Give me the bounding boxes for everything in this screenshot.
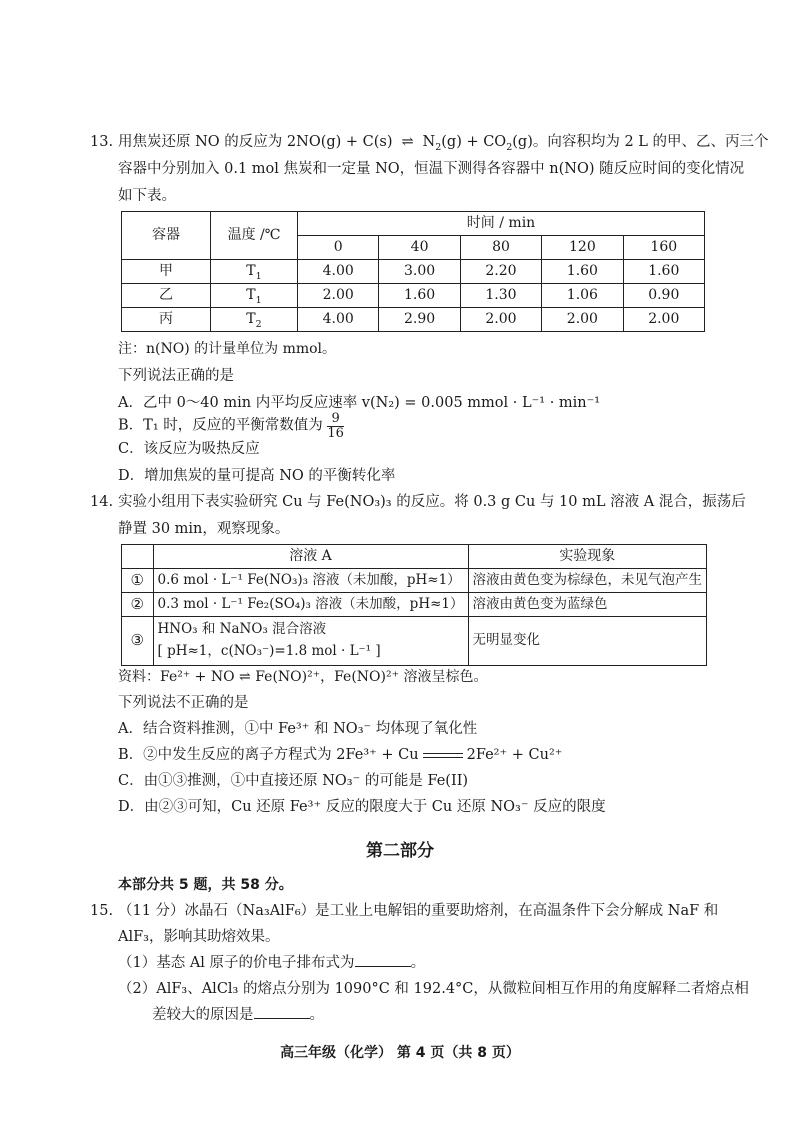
equilibrium-arrow-icon: ⇌ — [401, 134, 414, 150]
cell: 2.00 — [460, 308, 541, 332]
row-temp — [211, 284, 298, 308]
cell: 2.00 — [298, 284, 379, 308]
equals-sign-icon — [423, 753, 463, 758]
q13-option-b-text: B．T₁ 时，反应的平衡常数值为 — [118, 417, 323, 434]
cell: 1.30 — [460, 284, 541, 308]
answer-blank[interactable] — [355, 954, 411, 967]
q14-option-b-post: 2Fe²⁺ + Cu²⁺ — [466, 747, 563, 763]
fraction-denominator: 16 — [327, 425, 344, 441]
q14-line1: 实验小组用下表实验研究 Cu 与 Fe(NO₃)₃ 的反应。将 0.3 g Cu 与 10 mL 溶液 A 混合，振荡后 — [118, 494, 746, 510]
cell: 1.60 — [379, 284, 460, 308]
q14-number: 14. — [90, 494, 114, 510]
cell: 2.20 — [460, 260, 541, 284]
q13-line2: 容器中分别加入 0.1 mol 焦炭和一定量 NO，恒温下测得各容器中 n(NO) 随反应时间的变化情况 — [118, 161, 745, 177]
cell: 2.90 — [379, 308, 460, 332]
table-row — [122, 260, 705, 284]
cell: 1.60 — [542, 260, 623, 284]
table-row — [122, 569, 707, 593]
q14-option-b-pre: B．②中发生反应的离子方程式为 2Fe³⁺ + Cu — [118, 747, 419, 763]
row-temp-sub: 1 — [255, 271, 262, 283]
q15-sub1-text: （1）基态 Al 原子的价电子排布式为 — [118, 955, 355, 971]
cell: 2.00 — [542, 308, 623, 332]
q13-prompt: 下列说法正确的是 — [118, 368, 234, 384]
q15-number: 15. — [90, 903, 114, 919]
row-phenomenon: 无明显变化 — [468, 617, 707, 666]
row-temp-sub: 1 — [255, 295, 262, 307]
q15-sub2-line1: （2）AlF₃、AlCl₃ 的熔点分别为 1090°C 和 192.4°C，从微粒间相互作用的角度解释二者熔点相 — [118, 981, 749, 997]
cell: 1.06 — [542, 284, 623, 308]
cell: 4.00 — [298, 260, 379, 284]
cell: 3.00 — [379, 260, 460, 284]
q15-sub1 — [118, 954, 425, 973]
answer-blank[interactable] — [254, 1006, 310, 1019]
q15-line1: （11 分）冰晶石（Na₃AlF₆）是工业上电解铝的重要助熔剂，在高温条件下会分解成 NaF 和 — [118, 903, 719, 919]
q13-line1b: N — [422, 134, 436, 150]
row-solution-line2: [ pH≈1，c(NO₃⁻)=1.8 mol · L⁻¹ ] — [157, 643, 381, 659]
table-row — [122, 308, 705, 332]
cell: 4.00 — [298, 308, 379, 332]
th-time-0: 0 — [298, 236, 379, 260]
q13-option-d: D．增加焦炭的量可提高 NO 的平衡转化率 — [118, 468, 396, 484]
q13-option-a: A．乙中 0～40 min 内平均反应速率 v(N₂) = 0.005 mmol · L⁻¹ · min⁻¹ — [118, 395, 601, 411]
row-name: 甲 — [122, 260, 211, 284]
q13-line3: 如下表。 — [118, 188, 176, 204]
q15-sub1-end: 。 — [410, 955, 426, 971]
table-row — [122, 617, 707, 666]
q14-resource: 资料：Fe²⁺ + NO ⇌ Fe(NO)²⁺，Fe(NO)²⁺ 溶液呈棕色。 — [118, 669, 488, 685]
row-name: 乙 — [122, 284, 211, 308]
q14-option-c: C．由①③推测，①中直接还原 NO₃⁻ 的可能是 Fe(II) — [118, 773, 469, 789]
row-solution — [153, 617, 468, 666]
th-phenomenon: 实验现象 — [468, 545, 707, 569]
q15-sub2-line2 — [152, 1006, 324, 1025]
row-phenomenon: 溶液由黄色变为棕绿色，未见气泡产生 — [468, 569, 707, 593]
row-solution-line1: HNO₃ 和 NaNO₃ 混合溶液 — [157, 621, 327, 638]
page-footer: 高三年级（化学） 第 4 页（共 8 页） — [280, 1045, 520, 1061]
row-temp-sub: 2 — [255, 319, 262, 331]
part2-subtitle: 本部分共 5 题，共 58 分。 — [118, 877, 293, 893]
q13-line1 — [118, 133, 769, 152]
row-name: 丙 — [122, 308, 211, 332]
q13-sub-co2: 2 — [506, 141, 513, 153]
row-temp-t: T — [246, 263, 256, 280]
row-index: ③ — [122, 617, 154, 666]
row-temp — [211, 260, 298, 284]
th-time-4: 160 — [623, 236, 704, 260]
q15-sub2-end: 。 — [309, 1007, 324, 1023]
row-index: ① — [122, 569, 154, 593]
th-time-1: 40 — [379, 236, 460, 260]
q14-prompt: 下列说法不正确的是 — [118, 695, 249, 711]
q13-option-b — [118, 412, 344, 440]
th-index — [122, 545, 154, 569]
row-solution: 0.6 mol · L⁻¹ Fe(NO₃)₃ 溶液（未加酸，pH≈1） — [153, 569, 468, 593]
q13-table — [121, 211, 705, 332]
th-time-3: 120 — [542, 236, 623, 260]
q13-line1c: (g) + CO — [441, 134, 507, 150]
q13-note: 注：n(NO) 的计量单位为 mmol。 — [118, 341, 337, 357]
row-index: ② — [122, 593, 154, 617]
q15-line2: AlF₃，影响其助熔效果。 — [118, 929, 280, 945]
q15-sub2-text: 差较大的原因是 — [152, 1007, 254, 1023]
th-time-2: 80 — [460, 236, 541, 260]
q13-line1d: (g)。向容积均为 2 L 的甲、乙、丙三个 — [512, 134, 769, 150]
fraction — [327, 412, 344, 440]
q14-option-d: D．由②③可知，Cu 还原 Fe³⁺ 反应的限度大于 Cu 还原 NO₃⁻ 反应的限度 — [118, 799, 606, 815]
q13-number: 13. — [90, 134, 114, 150]
table-row — [122, 284, 705, 308]
cell: 2.00 — [623, 308, 704, 332]
th-temp: 温度 /℃ — [211, 212, 298, 260]
row-temp — [211, 308, 298, 332]
fraction-numerator: 9 — [327, 412, 344, 427]
th-solution: 溶液 A — [153, 545, 468, 569]
part2-title: 第二部分 — [366, 841, 434, 861]
cell: 0.90 — [623, 284, 704, 308]
row-solution: 0.3 mol · L⁻¹ Fe₂(SO₄)₃ 溶液（未加酸，pH≈1） — [153, 593, 468, 617]
q14-table — [121, 544, 707, 666]
row-temp-t: T — [246, 287, 256, 304]
q14-line2: 静置 30 min，观察现象。 — [118, 521, 290, 537]
row-phenomenon: 溶液由黄色变为蓝绿色 — [468, 593, 707, 617]
q14-option-a: A．结合资料推测，①中 Fe³⁺ 和 NO₃⁻ 均体现了氧化性 — [118, 721, 478, 737]
q14-option-b — [118, 746, 562, 765]
cell: 1.60 — [623, 260, 704, 284]
q13-option-c: C．该反应为吸热反应 — [118, 441, 260, 457]
th-container: 容器 — [122, 212, 211, 260]
row-temp-t: T — [246, 311, 256, 328]
q13-sub-n2: 2 — [435, 141, 442, 153]
table-row — [122, 593, 707, 617]
q13-line1a: 用焦炭还原 NO 的反应为 2NO(g) + C(s) — [118, 134, 393, 150]
th-time: 时间 / min — [298, 212, 705, 236]
